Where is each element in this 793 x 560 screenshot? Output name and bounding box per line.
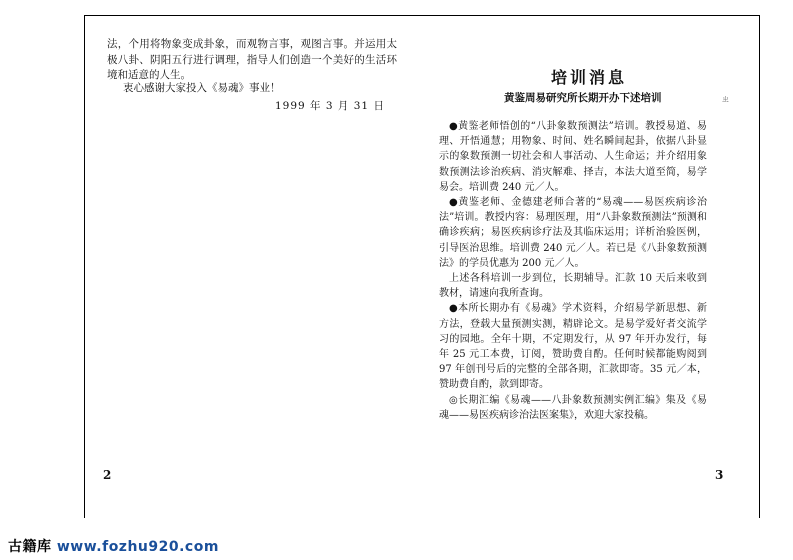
margin-mark: ㄓ <box>721 95 731 105</box>
paragraph-1: ●黄鉴老师悟创的“八卦象数预测法”培训。教授易道、易理、开悟通慧；用物象、时间、姓名瞬间起卦，依据八卦显示的象数预测一切社会和人事活动、人生命运；并介绍用象数预测法诊治疾病、消灾解难、择吉，本法大道至简，易学易会。培训费 240 元／人。 <box>439 121 707 193</box>
thanks-line: 衷心感谢大家投入《易魂》事业！ <box>123 82 281 94</box>
watermark-footer <box>8 536 219 556</box>
page-number-right: 3 <box>715 468 724 482</box>
article-body <box>439 119 707 423</box>
page-title: 培训消息 <box>551 68 628 87</box>
left-page <box>85 16 399 518</box>
paragraph-4: ●本所长期办有《易魂》学术资料，介绍易学新思想、新方法，登载大量预测实测，精辟论文。是易学爱好者交流学习的园地。全年十期，不定期发行，从 97 年开办发行，每年 25 元工本费，订阅，赞助费自酌。任何时候都能购阅到 97 年创刊号后的完整的全部各期，汇款即寄。35 元／本，赞助费自酌，款到即寄。 <box>439 303 707 391</box>
page-subtitle: 黄鉴周易研究所长期开办下述培训 <box>504 92 662 104</box>
page-number-left: 2 <box>103 468 112 482</box>
site-name: 古籍库 <box>8 539 52 555</box>
date-line: 1999 年 3 月 31 日 <box>275 100 385 112</box>
right-page <box>421 16 761 518</box>
paragraph-5: ◎长期汇编《易魂——八卦象数预测实例汇编》集及《易魂——易医疾病诊治法医案集》，欢迎大家投稿。 <box>439 394 707 421</box>
book-spread <box>84 15 760 518</box>
paragraph-2: ●黄鉴老师、金德建老师合著的“易魂——易医疾病诊治法”培训。教授内容：易理医理，用“八卦象数预测法”预测和确诊疾病；易医疾病诊疗法及其临床运用；详析治验医例，引导医治思维。培训费 240 元／人。若已是《八卦象数预测法》的学员优惠为 200 元／人。 <box>439 197 707 269</box>
left-paragraph: 法，个用将物象变成卦象，而观物言事，观图言事。并运用太极八卦、阴阳五行进行调理，指导人们创造一个美好的生活环境和适意的人生。 <box>107 38 397 81</box>
paragraph-3: 上述各科培训一步到位，长期辅导。汇款 10 天后来收到教材，请速向我所查询。 <box>439 273 707 300</box>
site-url[interactable]: www.fozhu920.com <box>56 539 219 555</box>
